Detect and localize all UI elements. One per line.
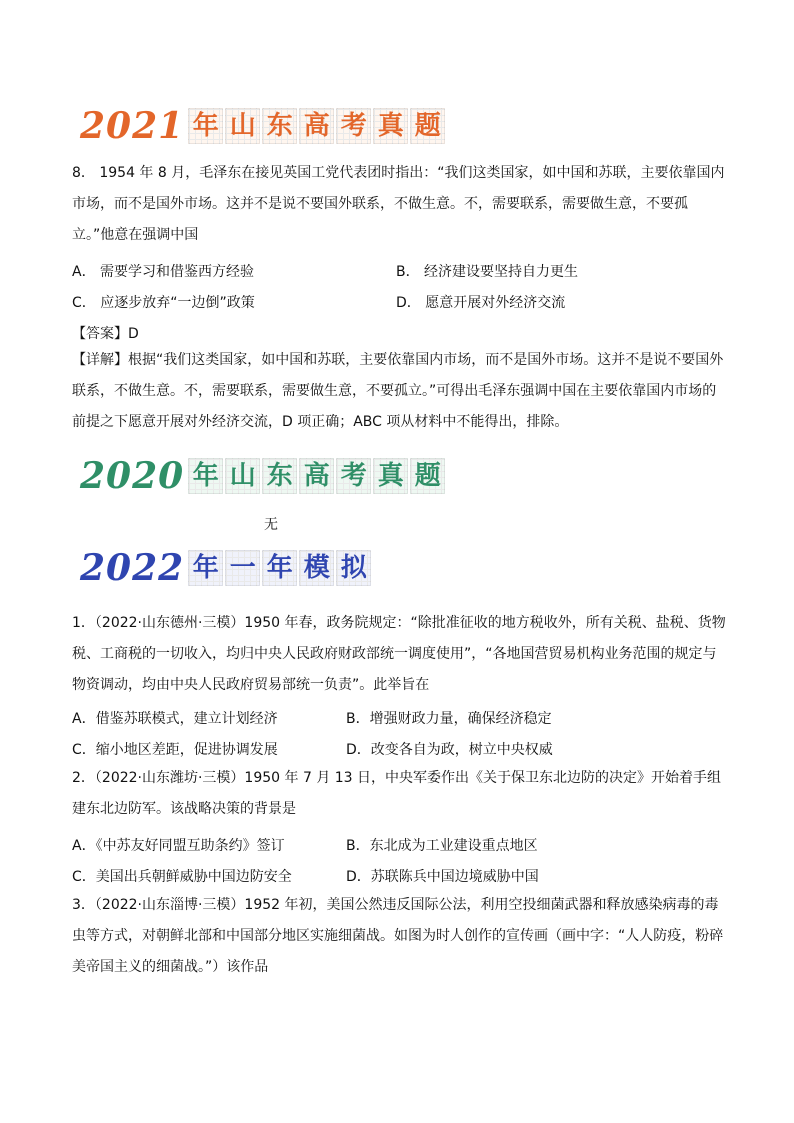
section-banner-2021 — [80, 106, 447, 146]
q8-answer: 【答案】D — [72, 326, 139, 342]
banner-char: 拟 — [336, 550, 371, 586]
q2-option-c: C．美国出兵朝鲜威胁中国边防安全 — [72, 869, 292, 885]
banner-char: 一 — [225, 550, 260, 586]
question-2-stem: 2．（2022·山东潍坊·三模）1950 年 7 月 13 日，中央军委作出《关于保卫东北边防的决定》开始着手组建东北边防军。该战略决策的背景是 — [72, 770, 722, 817]
banner-char: 山 — [225, 458, 260, 494]
section-banner-2022 — [80, 548, 373, 588]
banner-char: 真 — [373, 108, 408, 144]
banner-char: 年 — [262, 550, 297, 586]
banner-char: 高 — [299, 458, 334, 494]
q2-option-b: B．东北成为工业建设重点地区 — [346, 838, 538, 854]
banner-char: 山 — [225, 108, 260, 144]
banner-char: 真 — [373, 458, 408, 494]
banner-char: 东 — [262, 458, 297, 494]
q8-option-d: D． 愿意开展对外经济交流 — [396, 295, 566, 311]
banner-char: 东 — [262, 108, 297, 144]
banner-title — [188, 108, 447, 144]
banner-year: 2021 — [80, 105, 185, 147]
q1-option-a: A．借鉴苏联模式，建立计划经济 — [72, 711, 278, 727]
q8-option-c: C． 应逐步放弃“一边倒”政策 — [72, 295, 255, 311]
banner-char: 年 — [188, 108, 223, 144]
q8-detail: 【详解】根据“我们这类国家，如中国和苏联，主要依靠国内市场，而不是国外市场。这并不是说不要国外联系，不做生意。不，需要联系，需要做生意，不要孤立。”可得出毛泽东强调中国在主要依靠国内市场的前提之下愿意开展对外经济交流，D 项正确；ABC 项从材料中不能得出，排除。 — [72, 352, 724, 430]
question-1-stem: 1．（2022·山东德州·三模）1950 年春，政务院规定：“除批准征收的地方税收外，所有关税、盐税、货物税、工商税的一切收入，均归中央人民政府财政部统一调度使用”，“各地国营贸易机构业务范围的规定与物资调动，均由中央人民政府贸易部统一负责”。此举旨在 — [72, 615, 726, 693]
q2-option-a: A．《中苏友好同盟互助条约》签订 — [72, 838, 285, 854]
banner-title — [188, 550, 373, 586]
banner-title — [188, 458, 447, 494]
q8-option-b: B． 经济建设要坚持自力更生 — [396, 264, 579, 280]
banner-char: 模 — [299, 550, 334, 586]
question-8-stem: 8． 1954 年 8 月，毛泽东在接见英国工党代表团时指出：“我们这类国家，如中国和苏联，主要依靠国内市场，而不是国外市场。这并不是说不要国外联系，不做生意。不，需要联系，需要做生意，不要孤立。”他意在强调中国 — [72, 165, 725, 243]
banner-char: 考 — [336, 108, 371, 144]
banner-char: 题 — [410, 458, 445, 494]
banner-year: 2022 — [80, 547, 185, 589]
banner-year: 2020 — [80, 455, 185, 497]
q1-option-c: C．缩小地区差距，促进协调发展 — [72, 742, 278, 758]
q8-option-a: A． 需要学习和借鉴西方经验 — [72, 264, 255, 280]
section-banner-2020 — [80, 456, 447, 496]
banner-char: 考 — [336, 458, 371, 494]
q1-option-d: D．改变各自为政，树立中央权威 — [346, 742, 553, 758]
banner-char: 高 — [299, 108, 334, 144]
q1-option-b: B．增强财政力量，确保经济稳定 — [346, 711, 552, 727]
question-3-stem: 3．（2022·山东淄博·三模）1952 年初，美国公然违反国际公法，利用空投细菌武器和释放感染病毒的毒虫等方式，对朝鲜北部和中国部分地区实施细菌战。如图为时人创作的宣传画（画中字：“人人防疫，粉碎美帝国主义的细菌战。”）该作品 — [72, 897, 724, 975]
banner-char: 年 — [188, 458, 223, 494]
banner-char: 题 — [410, 108, 445, 144]
q2-option-d: D．苏联陈兵中国边境威胁中国 — [346, 869, 539, 885]
section-2020-none: 无 — [264, 517, 278, 533]
banner-char: 年 — [188, 550, 223, 586]
